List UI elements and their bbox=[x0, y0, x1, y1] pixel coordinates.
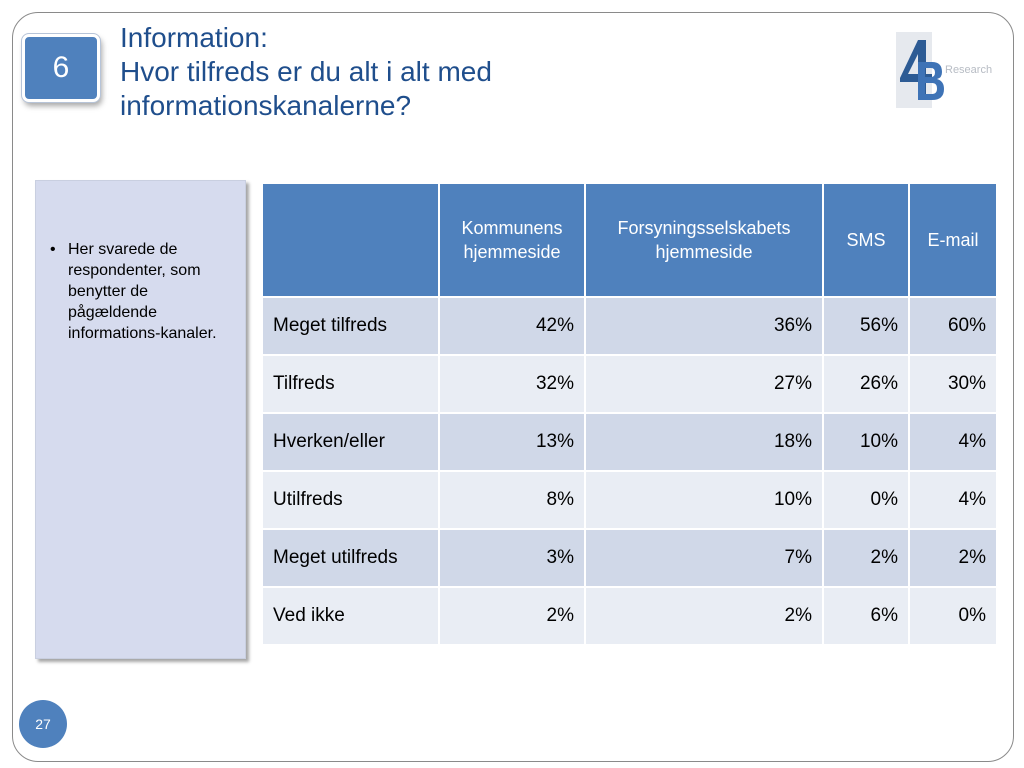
row-label: Meget utilfreds bbox=[262, 529, 439, 587]
table-row bbox=[262, 297, 997, 355]
cell-kommunens: 13% bbox=[439, 413, 585, 471]
cell-sms: 2% bbox=[823, 529, 909, 587]
cell-forsyning: 36% bbox=[585, 297, 823, 355]
slide-title bbox=[120, 21, 680, 123]
cell-kommunens: 42% bbox=[439, 297, 585, 355]
cell-sms: 26% bbox=[823, 355, 909, 413]
table-row bbox=[262, 587, 997, 645]
table-row bbox=[262, 413, 997, 471]
cell-email: 0% bbox=[909, 587, 997, 645]
cell-email: 4% bbox=[909, 413, 997, 471]
note-panel bbox=[35, 180, 246, 659]
row-label: Utilfreds bbox=[262, 471, 439, 529]
cell-kommunens: 32% bbox=[439, 355, 585, 413]
cell-forsyning: 18% bbox=[585, 413, 823, 471]
title-line-1: Information: bbox=[120, 22, 268, 53]
cell-email: 30% bbox=[909, 355, 997, 413]
header-sms: SMS bbox=[823, 183, 909, 297]
row-label: Hverken/eller bbox=[262, 413, 439, 471]
satisfaction-table bbox=[261, 182, 998, 646]
cell-sms: 56% bbox=[823, 297, 909, 355]
cell-email: 2% bbox=[909, 529, 997, 587]
header-email: E-mail bbox=[909, 183, 997, 297]
header-empty-cell bbox=[262, 183, 439, 297]
cell-forsyning: 10% bbox=[585, 471, 823, 529]
section-number-badge: 6 bbox=[22, 34, 100, 102]
cell-sms: 6% bbox=[823, 587, 909, 645]
cell-forsyning: 2% bbox=[585, 587, 823, 645]
table-row bbox=[262, 355, 997, 413]
cell-kommunens: 2% bbox=[439, 587, 585, 645]
row-label: Meget tilfreds bbox=[262, 297, 439, 355]
table-row bbox=[262, 471, 997, 529]
cell-kommunens: 8% bbox=[439, 471, 585, 529]
logo-research-text: Research bbox=[945, 64, 993, 76]
table-row bbox=[262, 529, 997, 587]
cell-sms: 0% bbox=[823, 471, 909, 529]
cell-kommunens: 3% bbox=[439, 529, 585, 587]
title-line-2: Hvor tilfreds er du alt i alt med bbox=[120, 56, 492, 87]
cell-email: 4% bbox=[909, 471, 997, 529]
logo-b-glyph bbox=[918, 62, 944, 100]
cell-forsyning: 27% bbox=[585, 355, 823, 413]
note-bullet: • Her svarede de respondenter, som benytter de pågældende informations-kanaler. bbox=[68, 239, 233, 344]
row-label: Tilfreds bbox=[262, 355, 439, 413]
cell-email: 60% bbox=[909, 297, 997, 355]
header-forsyningsselskabets-hjemmeside: Forsyningsselskabets hjemmeside bbox=[585, 183, 823, 297]
note-list bbox=[36, 181, 245, 344]
cell-sms: 10% bbox=[823, 413, 909, 471]
title-line-3: informationskanalerne? bbox=[120, 90, 412, 121]
table-header-row bbox=[262, 183, 997, 297]
header-kommunens-hjemmeside: Kommunens hjemmeside bbox=[439, 183, 585, 297]
row-label: Ved ikke bbox=[262, 587, 439, 645]
page-number-badge: 27 bbox=[19, 700, 67, 748]
cell-forsyning: 7% bbox=[585, 529, 823, 587]
